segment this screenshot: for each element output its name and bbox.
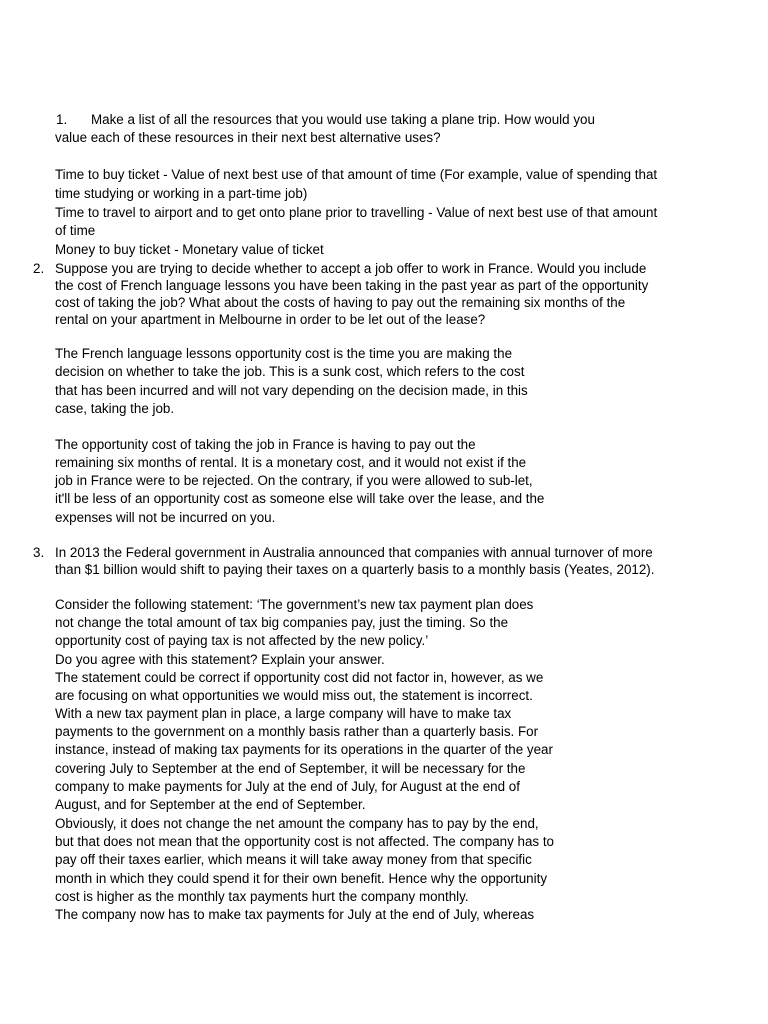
answer-3-line: Do you agree with this statement? Explain your answer. [55,652,385,667]
answer-3-line: but that does not mean that the opportunity cost is not affected. The company has to [55,834,554,849]
answer-2-line: The French language lessons opportunity cost is the time you are making the [55,346,513,361]
answer-3-line: not change the total amount of tax big companies pay, just the timing. So the [55,615,509,630]
question-3-line: than $1 billion would shift to paying their taxes on a quarterly basis to a monthly basis (Yeates, 2012). [55,562,655,577]
answer-2-line: The opportunity cost of taking the job in France is having to pay out the [55,437,476,452]
answer-3-line: pay off their taxes earlier, which means it will take away money from that specific [55,852,532,867]
answer-2-line: remaining six months of rental. It is a monetary cost, and it would not exist if the [55,455,527,470]
question-2-line: the cost of French language lessons you have been taking in the past year as part of the opportunity [55,278,649,293]
answer-1-line: of time [55,223,96,238]
answer-1-line: Money to buy ticket - Monetary value of ticket [55,242,324,257]
answer-3-line: cost is higher as the monthly tax payments hurt the company monthly. [55,889,469,904]
answer-2-line: decision on whether to take the job. This is a sunk cost, which refers to the cost [55,364,525,379]
question-2-line: Suppose you are trying to decide whether to accept a job offer to work in France. Would you include [55,261,647,276]
question-2-line: rental on your apartment in Melbourne in order to be let out of the lease? [55,312,486,327]
answer-2-line: job in France were to be rejected. On the contrary, if you were allowed to sub-let, [55,473,533,488]
question-2-number: 2. [33,261,45,276]
answer-3-line: The statement could be correct if opportunity cost did not factor in, however, as we [55,670,544,685]
question-1-line: Make a list of all the resources that you would use taking a plane trip. How would you [91,112,595,127]
answer-3-line: payments to the government on a monthly basis rather than a quarterly basis. For [55,724,539,739]
answer-3-line: covering July to September at the end of September, it will be necessary for the [55,761,526,776]
answer-2-line: expenses will not be incurred on you. [55,510,276,525]
answer-3-line: Consider the following statement: ‘The government’s new tax payment plan does [55,597,534,612]
answer-3-line: month in which they could spend it for their own benefit. Hence why the opportunity [55,871,548,886]
answer-2-line: that has been incurred and will not vary depending on the decision made, in this [55,383,528,398]
answer-2-line: it'll be less of an opportunity cost as someone else will take over the lease, and the [55,491,545,506]
answer-3-line: The company now has to make tax payments for July at the end of July, whereas [55,907,535,922]
answer-3-line: instance, instead of making tax payments for its operations in the quarter of the year [55,742,553,757]
answer-3-line: company to make payments for July at the end of July, for August at the end of [55,779,520,794]
answer-3-line: With a new tax payment plan in place, a large company will have to make tax [55,706,512,721]
question-2-line: cost of taking the job? What about the costs of having to pay out the remaining six months of the [55,295,626,310]
question-1-number: 1. [56,112,68,127]
question-1-line: value each of these resources in their next best alternative uses? [55,130,441,145]
answer-3-line: Obviously, it does not change the net amount the company has to pay by the end, [55,816,539,831]
answer-3-line: opportunity cost of paying tax is not affected by the new policy.’ [55,633,429,648]
answer-1-line: time studying or working in a part-time job) [55,186,308,201]
answer-3-line: August, and for September at the end of September. [55,797,366,812]
answer-3-line: are focusing on what opportunities we would miss out, the statement is incorrect. [55,688,533,703]
question-3-number: 3. [33,545,45,560]
answer-1-line: Time to travel to airport and to get onto plane prior to travelling - Value of next best use of that amount [55,205,658,220]
question-3-line: In 2013 the Federal government in Australia announced that companies with annual turnover of more [55,545,653,560]
answer-1-line: Time to buy ticket - Value of next best use of that amount of time (For example, value of spending that [55,167,658,182]
answer-2-line: case, taking the job. [55,401,175,416]
